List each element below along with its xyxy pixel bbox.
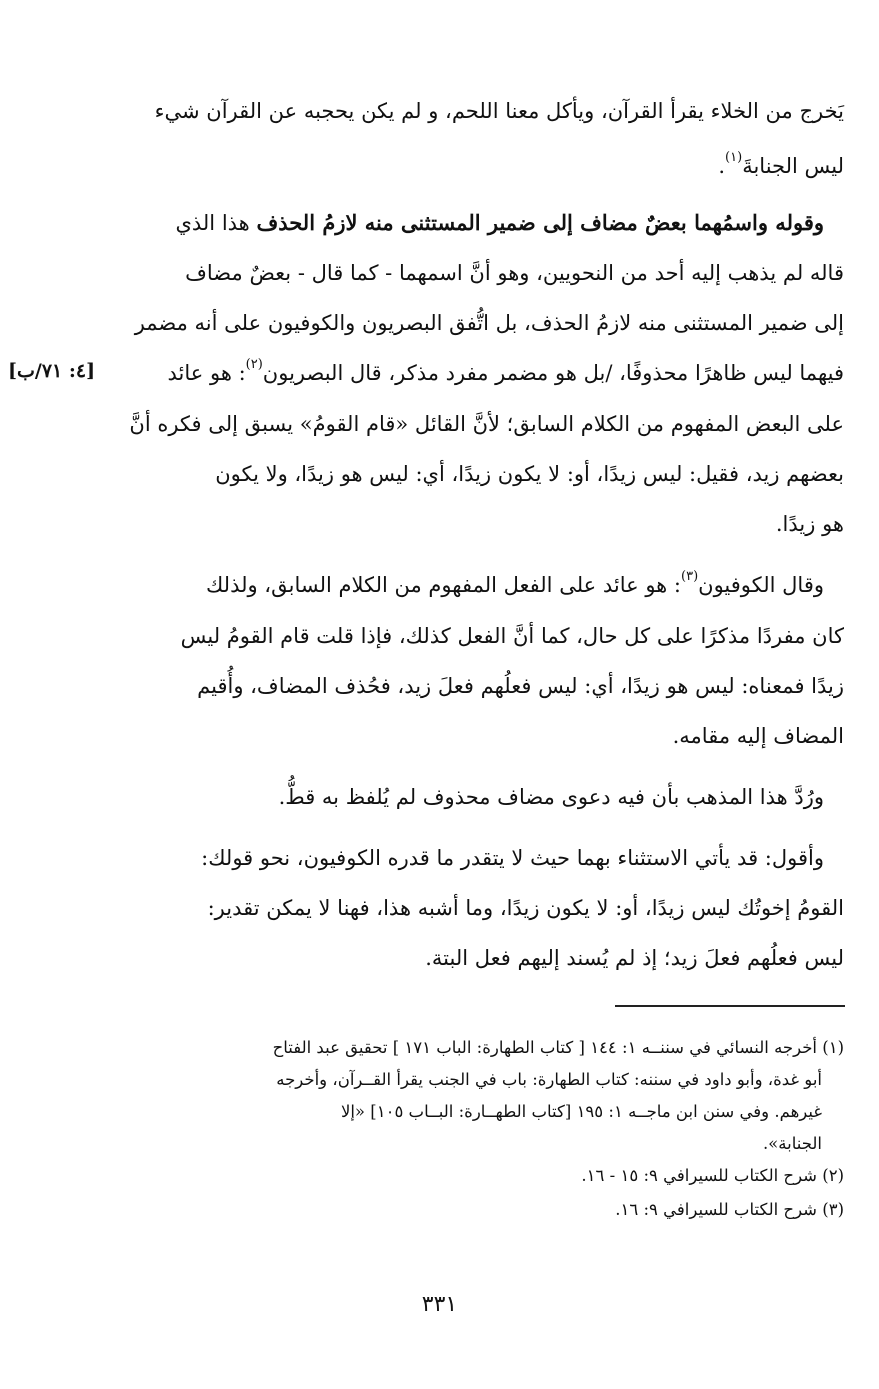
text-line: وقال الكوفيون$^{(٣)}$: هو عائد على الفعل المفهوم من الكلام السابق، ولذلك bbox=[205, 569, 824, 597]
footnote-line: غيرهم. وفي سنن ابن ماجــه ١: ١٩٥ [كتاب الطهــارة: البــاب ١٠٥] «إلا bbox=[340, 1102, 822, 1121]
footnote-line: الجنابة». bbox=[762, 1134, 822, 1153]
text-line: وقوله واسمُهما بعضٌ مضاف إلى ضمير المستثنى منه لازمُ الحذف هذا الذي bbox=[175, 210, 824, 235]
footnote-ref[interactable]: (١) bbox=[725, 150, 743, 165]
text-line: المضاف إليه مقامه. bbox=[672, 724, 844, 748]
footnote-line: (١) أخرجه النسائي في سننــه ١: ١٤٤ [ كتاب الطهارة: الباب ١٧١ ] تحقيق عبد الفتاح bbox=[272, 1038, 844, 1057]
footnote-line: (٣) شرح الكتاب للسيرافي ٩: ١٦. bbox=[615, 1200, 844, 1219]
footnote-line: (٢) شرح الكتاب للسيرافي ٩: ١٥ - ١٦. bbox=[581, 1166, 844, 1185]
text-line: القومُ إخوتُك ليس زيدًا، أو: لا يكون زيدًا، وما أشبه هذا، فهنا لا يمكن تقدير: bbox=[207, 896, 844, 920]
footnote-ref[interactable]: (٣) bbox=[681, 569, 699, 584]
text-line: على البعض المفهوم من الكلام السابق؛ لأنَّ القائل «قام القومُ» يسبق إلى فكره أنَّ bbox=[129, 412, 844, 436]
text-line: يَخرج من الخلاء يقرأ القرآن، ويأكل معنا اللحم، و لم يكن يحجبه عن القرآن شيء bbox=[154, 99, 844, 123]
margin-note: [٤: ٧١/ب] bbox=[8, 360, 96, 382]
text-line: فيهما ليس ظاهرًا محذوفًا، /بل هو مضمر مفرد مذكر، قال البصريون$^{(٢)}$: هو عائد bbox=[167, 357, 844, 385]
footnote-ref[interactable]: (٢) bbox=[245, 357, 263, 372]
text-line: زيدًا فمعناه: ليس هو زيدًا، أي: ليس فعلُهم فعلَ زيد، فحُذف المضاف، وأُقيم bbox=[197, 674, 844, 698]
text-line: كان مفردًا مذكرًا على كل حال، كما أنَّ الفعل كذلك، فإذا قلت قام القومُ ليس bbox=[180, 624, 844, 648]
bold-quote: وقوله واسمُهما بعضٌ مضاف إلى ضمير المستثنى منه لازمُ الحذف bbox=[256, 210, 824, 235]
text-line: ليس الجنابةَ$^{(١)}$. bbox=[718, 150, 844, 178]
text-line: إلى ضمير المستثنى منه لازمُ الحذف، بل اتُّفق البصريون والكوفيون على أنه مضمر bbox=[134, 311, 844, 335]
text-line: وأقول: قد يأتي الاستثناء بهما حيث لا يتقدر ما قدره الكوفيون، نحو قولك: bbox=[201, 846, 824, 870]
text-line: بعضهم زيد، فقيل: ليس زيدًا، أو: لا يكون زيدًا، أي: ليس هو زيدًا، ولا يكون bbox=[215, 462, 844, 486]
text-line: قاله لم يذهب إليه أحد من النحويين، وهو أنَّ اسمهما - كما قال - بعضٌ مضاف bbox=[185, 261, 844, 285]
page-number: ٣٣١ bbox=[421, 1292, 458, 1317]
text-line: هو زيدًا. bbox=[775, 512, 844, 536]
text-line: ورُدَّ هذا المذهب بأن فيه دعوى مضاف محذوف لم يُلفظ به قطُّ. bbox=[278, 785, 824, 809]
text-line: ليس فعلُهم فعلَ زيد؛ إذ لم يُسند إليهم فعل البتة. bbox=[425, 946, 844, 970]
footnote-line: أبو غدة، وأبو داود في سننه: كتاب الطهارة: باب في الجنب يقرأ القــرآن، وأخرجه bbox=[276, 1070, 822, 1089]
footnote-divider bbox=[615, 1005, 845, 1007]
